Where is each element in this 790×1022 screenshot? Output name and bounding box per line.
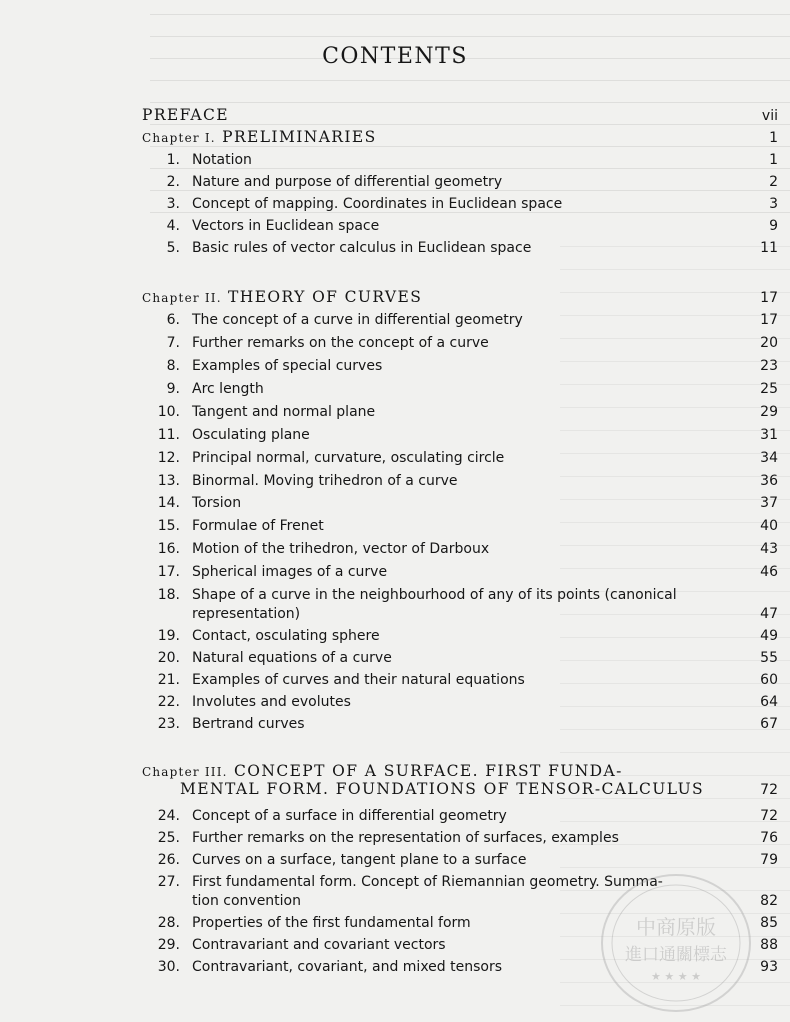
entry-title: Further remarks on the concept of a curve <box>192 335 489 351</box>
entry-title: Concept of mapping. Coordinates in Euclidean space <box>192 196 563 212</box>
entry-title: Examples of special curves <box>192 358 383 374</box>
entry-page: 72 <box>760 808 778 824</box>
entry-title: Further remarks on the representation of surfaces, examples <box>192 830 619 846</box>
entry-page: 31 <box>760 427 778 443</box>
entry-title: Nature and purpose of differential geometry <box>192 174 503 190</box>
entry-title: Natural equations of a curve <box>192 650 392 666</box>
entry-number: 16. <box>157 541 180 557</box>
chapter-heading <box>142 128 742 146</box>
entry-title: Principal normal, curvature, osculating circle <box>192 450 505 466</box>
entry-page: 20 <box>760 335 778 351</box>
entry-page: 67 <box>760 716 778 732</box>
entry-number: 10. <box>157 404 180 420</box>
entry-number: 30. <box>157 959 180 975</box>
chapter-title: THEORY OF CURVES <box>228 288 423 306</box>
entry-number: 15. <box>157 518 180 534</box>
entry-page: 29 <box>760 404 778 420</box>
entry-page: 2 <box>769 174 778 190</box>
entry-title: Basic rules of vector calculus in Euclidean space <box>192 240 532 256</box>
entry-number: 17. <box>157 564 180 580</box>
entry-page: 88 <box>760 937 778 953</box>
entry-number: 1. <box>166 152 180 168</box>
entry-page: 79 <box>760 852 778 868</box>
entry-title: Contravariant, covariant, and mixed tensors <box>192 959 503 975</box>
chapter-heading <box>142 762 742 780</box>
entry-number: 29. <box>157 937 180 953</box>
entry-title: Concept of a surface in differential geometry <box>192 808 507 824</box>
entry-title: Contact, osculating sphere <box>192 628 380 644</box>
chapter-title: PRELIMINARIES <box>222 128 377 146</box>
svg-text:中商原版: 中商原版 <box>636 915 716 939</box>
entry-number: 18. <box>157 587 180 603</box>
entry-title: Motion of the trihedron, vector of Darboux <box>192 541 490 557</box>
preface-heading: PREFACE <box>142 106 229 124</box>
entry-title: Spherical images of a curve <box>192 564 388 580</box>
entry-title: Properties of the first fundamental form <box>192 915 471 931</box>
watermark-stamp <box>596 868 756 1018</box>
chapter-page: 17 <box>760 290 778 306</box>
entry-page: 34 <box>760 450 778 466</box>
entry-page: 60 <box>760 672 778 688</box>
entry-page: 47 <box>760 606 778 622</box>
entry-number: 25. <box>157 830 180 846</box>
entry-number: 9. <box>166 381 180 397</box>
entry-number: 11. <box>157 427 180 443</box>
entry-title: Contravariant and covariant vectors <box>192 937 446 953</box>
page-title: CONTENTS <box>322 44 468 69</box>
entry-number: 13. <box>157 473 180 489</box>
entry-number: 12. <box>157 450 180 466</box>
chapter-title: CONCEPT OF A SURFACE. FIRST FUNDA- <box>233 762 623 780</box>
entry-number: 28. <box>157 915 180 931</box>
entry-title: Torsion <box>192 495 242 511</box>
chapter-heading <box>142 288 742 306</box>
entry-page: 46 <box>760 564 778 580</box>
entry-title: Involutes and evolutes <box>192 694 351 710</box>
entry-number: 21. <box>157 672 180 688</box>
entry-page: 1 <box>769 152 778 168</box>
entry-page: 64 <box>760 694 778 710</box>
entry-title: Tangent and normal plane <box>192 404 376 420</box>
entry-page: 17 <box>760 312 778 328</box>
entry-title: Bertrand curves <box>192 716 305 732</box>
entry-title: Binormal. Moving trihedron of a curve <box>192 473 458 489</box>
entry-number: 22. <box>157 694 180 710</box>
entry-number: 6. <box>166 312 180 328</box>
entry-page: 36 <box>760 473 778 489</box>
entry-page: 40 <box>760 518 778 534</box>
entry-title: Formulae of Frenet <box>192 518 324 534</box>
entry-number: 8. <box>166 358 180 374</box>
entry-page: 76 <box>760 830 778 846</box>
entry-number: 24. <box>157 808 180 824</box>
entry-page: 43 <box>760 541 778 557</box>
entry-title: First fundamental form. Concept of Riemannian geometry. Summa- <box>192 874 663 890</box>
entry-page: 49 <box>760 628 778 644</box>
entry-page: 11 <box>760 240 778 256</box>
entry-page: 82 <box>760 893 778 909</box>
chapter-prefix: Chapter III. <box>142 765 228 779</box>
entry-number: 27. <box>157 874 180 890</box>
entry-title-continued: tion convention <box>192 893 301 909</box>
chapter-title-continued: MENTAL FORM. FOUNDATIONS OF TENSOR-CALCULUS <box>180 780 705 798</box>
svg-text:進口通關標志: 進口通關標志 <box>625 945 727 965</box>
entry-title: Vectors in Euclidean space <box>192 218 380 234</box>
entry-number: 23. <box>157 716 180 732</box>
chapter-prefix: Chapter II. <box>142 291 222 305</box>
chapter-page: 72 <box>760 782 778 798</box>
entry-title: Arc length <box>192 381 264 397</box>
entry-number: 26. <box>157 852 180 868</box>
entry-page: 3 <box>769 196 778 212</box>
entry-title: Osculating plane <box>192 427 310 443</box>
entry-page: 93 <box>760 959 778 975</box>
entry-title-continued: representation) <box>192 606 301 622</box>
entry-number: 19. <box>157 628 180 644</box>
entry-page: 55 <box>760 650 778 666</box>
entry-title: Curves on a surface, tangent plane to a surface <box>192 852 527 868</box>
entry-page: 25 <box>760 381 778 397</box>
entry-number: 14. <box>157 495 180 511</box>
entry-title: Shape of a curve in the neighbourhood of any of its points (canonical <box>192 587 677 603</box>
entry-number: 20. <box>157 650 180 666</box>
preface-page: vii <box>761 108 778 124</box>
entry-title: Examples of curves and their natural equations <box>192 672 525 688</box>
entry-page: 37 <box>760 495 778 511</box>
entry-page: 23 <box>760 358 778 374</box>
entry-number: 2. <box>166 174 180 190</box>
entry-number: 3. <box>166 196 180 212</box>
entry-number: 7. <box>166 335 180 351</box>
entry-title: The concept of a curve in differential geometry <box>192 312 523 328</box>
chapter-prefix: Chapter I. <box>142 131 216 145</box>
svg-text:★ ★ ★ ★: ★ ★ ★ ★ <box>651 970 701 983</box>
entry-title: Notation <box>192 152 252 168</box>
entry-number: 4. <box>166 218 180 234</box>
entry-page: 85 <box>760 915 778 931</box>
chapter-page: 1 <box>769 130 778 146</box>
entry-page: 9 <box>769 218 778 234</box>
entry-number: 5. <box>166 240 180 256</box>
